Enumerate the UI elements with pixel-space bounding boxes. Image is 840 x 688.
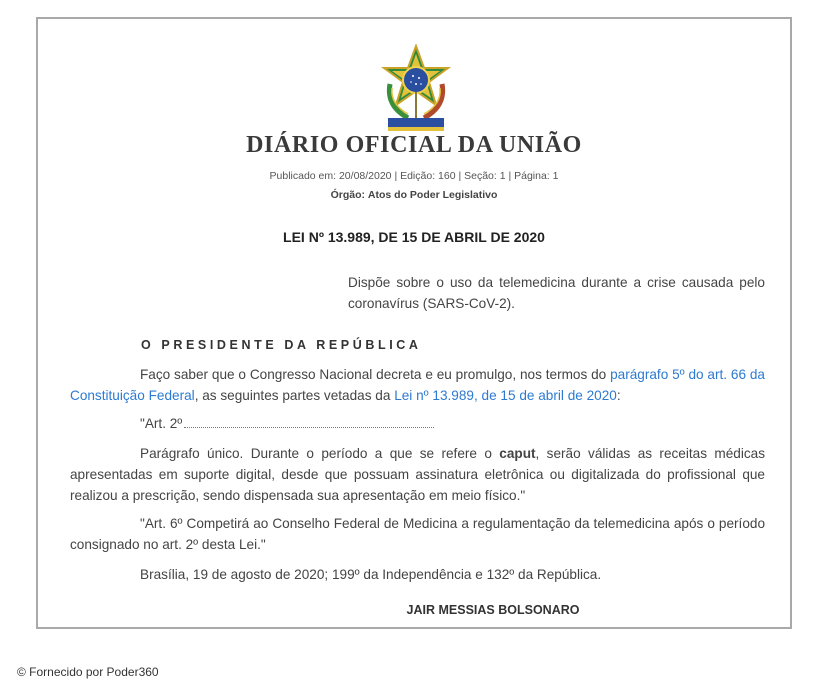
publication-meta: Publicado em: 20/08/2020 | Edição: 160 | Seção: 1 | Página: 1 xyxy=(269,170,559,182)
article-6-paragraph: "Art. 6º Competirá ao Conselho Federal de Medicina a regulamentação da telemedicina após o período consignado no art. 2º desta Lei." xyxy=(70,516,765,552)
brazil-coat-of-arms-icon xyxy=(380,44,452,138)
promulgation-paragraph xyxy=(70,364,765,406)
law-link[interactable]: Lei nº 13.989, de 15 de abril de 2020 xyxy=(394,388,617,403)
orgao-line xyxy=(38,189,790,201)
p3-start: Parágrafo único. Durante o período a que se refere o xyxy=(140,446,500,461)
orgao-value: Atos do Poder Legislativo xyxy=(367,189,498,201)
caput-term: caput xyxy=(499,446,536,461)
constitution-link[interactable]: parágrafo 5º do art. 66 da Constituição Federal xyxy=(70,367,765,403)
journal-title: DIÁRIO OFICIAL DA UNIÃO xyxy=(246,132,582,158)
p1-end: : xyxy=(616,388,621,403)
document-page xyxy=(36,17,792,629)
signature: JAIR MESSIAS BOLSONARO xyxy=(406,603,580,617)
sole-paragraph xyxy=(70,443,765,506)
article-2-label: "Art. 2º xyxy=(140,416,183,431)
p3-end: , serão válidas as receitas médicas apresentadas em suporte digital, desde que possuam assinatura eletrônica ou digitalizada do profissional que realizou a prescrição, sendo dispensada sua apresentação em meio físico." xyxy=(70,446,765,503)
date-line: Brasília, 19 de agosto de 2020; 199º da Independência e 132º da República. xyxy=(140,567,602,582)
president-heading: O PRESIDENTE DA REPÚBLICA xyxy=(141,338,422,352)
p1-start: Faço saber que o Congresso Nacional decreta e eu promulgo, nos termos do xyxy=(140,367,611,382)
dotted-leader xyxy=(184,418,434,428)
article-2-line xyxy=(140,416,434,431)
law-title: LEI Nº 13.989, DE 15 DE ABRIL DE 2020 xyxy=(283,229,545,245)
orgao-label: Órgão: xyxy=(330,189,365,201)
image-credit: © Fornecido por Poder360 xyxy=(17,665,159,679)
law-summary: Dispõe sobre o uso da telemedicina durante a crise causada pelo coronavírus (SARS-CoV-2). xyxy=(348,275,765,311)
p1-mid: , as seguintes partes vetadas da xyxy=(194,388,395,403)
